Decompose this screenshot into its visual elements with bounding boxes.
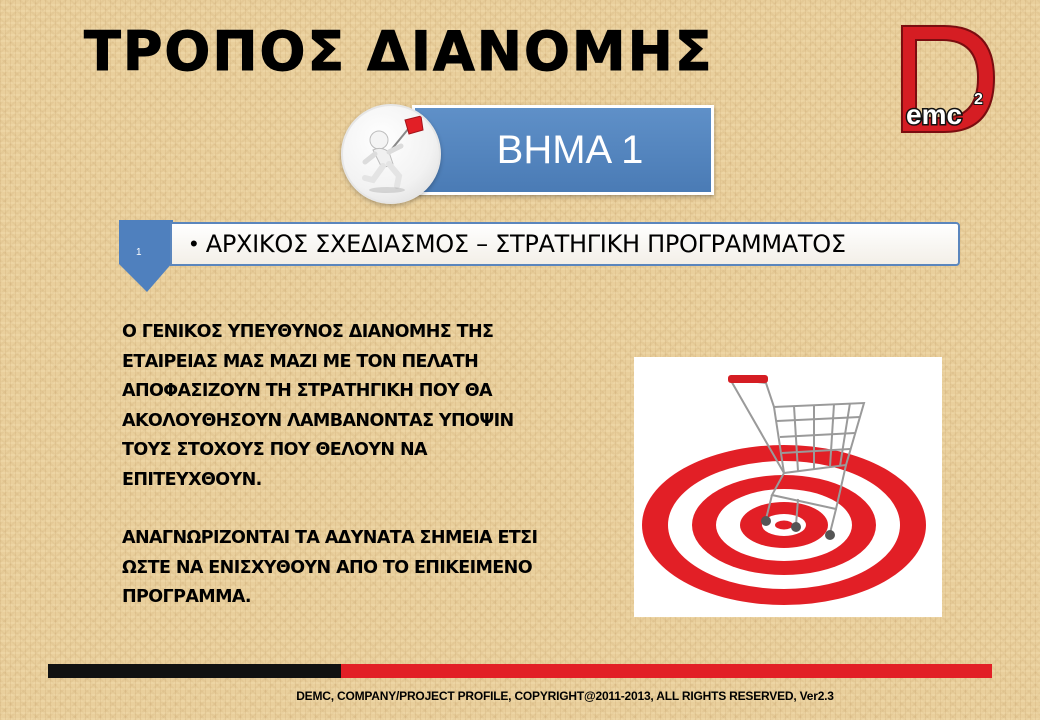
shopping-cart-target-image bbox=[634, 357, 942, 617]
footer-copyright: DEMC, COMPANY/PROJECT PROFILE, COPYRIGHT@2011-2013, ALL RIGHTS RESERVED, Ver2.3 bbox=[296, 689, 834, 703]
step-label: ΒΗΜΑ 1 bbox=[496, 128, 644, 172]
paragraph-line: ΠΡΟΓΡΑΜΜΑ. bbox=[122, 587, 251, 607]
shopping-cart-on-target-icon bbox=[634, 357, 942, 617]
footer-bar-red bbox=[341, 664, 992, 678]
step-icon-circle bbox=[341, 104, 441, 204]
body-text bbox=[122, 318, 592, 613]
section-heading-bar bbox=[170, 222, 960, 266]
logo-superscript: 2 bbox=[974, 91, 983, 108]
paragraph-line: Ο ΓΕΝΙΚΟΣ ΥΠΕΥΘΥΝΟΣ ΔΙΑΝΟΜΗΣ ΤΗΣ bbox=[122, 322, 494, 342]
runner-with-red-flag-icon bbox=[343, 106, 439, 202]
slide-title: ΤΡΟΠΟΣ ΔΙΑΝΟΜΗΣ bbox=[84, 20, 714, 83]
paragraph-1 bbox=[122, 318, 592, 495]
section-heading: ΑΡΧΙΚΟΣ ΣΧΕΔΙΑΣΜΟΣ – ΣΤΡΑΤΗΓΙΚΗ ΠΡΟΓΡΑΜΜΑΤΟΣ bbox=[205, 230, 846, 258]
paragraph-line: ΤΟΥΣ ΣΤΟΧΟΥΣ ΠΟΥ ΘΕΛΟΥΝ ΝΑ bbox=[122, 440, 427, 460]
paragraph-line: ΑΠΟΦΑΣΙΖΟΥΝ ΤΗ ΣΤΡΑΤΗΓΙΚΗ ΠΟΥ ΘΑ bbox=[122, 381, 492, 401]
step-marker-number: 1 bbox=[136, 247, 142, 258]
paragraph-line: ΕΤΑΙΡΕΙΑΣ ΜΑΣ ΜΑΖΙ ΜΕ ΤΟΝ ΠΕΛΑΤΗ bbox=[122, 351, 479, 372]
heading-bullet: • bbox=[190, 231, 198, 256]
paragraph-line: ΑΚΟΛΟΥΘΗΣΟΥΝ ΛΑΜΒΑΝΟΝΤΑΣ ΥΠΟΨΙΝ bbox=[122, 410, 514, 431]
paragraph-line: ΕΠΙΤΕΥΧΘΟΥΝ. bbox=[122, 469, 262, 490]
paragraph-2 bbox=[122, 524, 592, 613]
demc-logo bbox=[892, 20, 1002, 138]
logo-text: emc bbox=[906, 99, 963, 130]
paragraph-line: ΩΣΤΕ ΝΑ ΕΝΙΣΧΥΘΟΥΝ ΑΠΟ ΤΟ ΕΠΙΚΕΙΜΕΝΟ bbox=[122, 557, 532, 578]
footer-bar-black bbox=[48, 664, 341, 678]
step-marker bbox=[119, 220, 173, 292]
step-label-box bbox=[412, 105, 714, 195]
paragraph-line: ΑΝΑΓΝΩΡΙΖΟΝΤΑΙ ΤΑ ΑΔΥΝΑΤΑ ΣΗΜΕΙΑ ΕΤΣΙ bbox=[122, 528, 538, 548]
